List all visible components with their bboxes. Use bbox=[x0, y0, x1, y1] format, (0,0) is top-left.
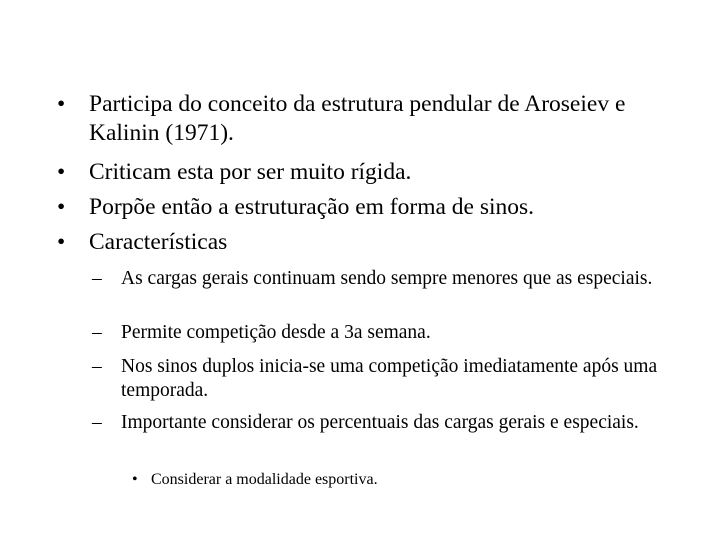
sub-sub-bullet-item bbox=[132, 470, 652, 490]
sub-sub-bullet-text: Considerar a modalidade esportiva. bbox=[151, 471, 378, 488]
bullet-item bbox=[57, 90, 667, 148]
bullet-text: Porpõe então a estruturação em forma de sinos. bbox=[89, 194, 535, 220]
bullet-text: Características bbox=[89, 229, 228, 255]
dash-marker: – bbox=[92, 356, 102, 377]
sub-bullet-text: Nos sinos duplos inicia-se uma competição imediatamente após uma temporada. bbox=[121, 356, 658, 401]
sub-bullet-text: Importante considerar os percentuais das cargas gerais e especiais. bbox=[121, 412, 639, 433]
sub-bullet-item bbox=[92, 321, 672, 345]
sub-bullet-item bbox=[92, 267, 672, 291]
bullet-text: Criticam esta por ser muito rígida. bbox=[89, 159, 412, 185]
bullet-marker: • bbox=[57, 229, 66, 255]
dash-marker: – bbox=[92, 268, 102, 289]
sub-bullet-text: As cargas gerais continuam sendo sempre menores que as especiais. bbox=[121, 268, 653, 289]
bullet-marker: • bbox=[57, 194, 66, 220]
bullet-marker: • bbox=[57, 159, 66, 185]
sub-bullet-item bbox=[92, 355, 672, 402]
bullet-item bbox=[57, 193, 667, 222]
dash-marker: – bbox=[92, 322, 102, 343]
sub-bullet-item bbox=[92, 411, 672, 435]
bullet-text: Participa do conceito da estrutura pendular de Aroseiev e Kalinin (1971). bbox=[89, 91, 626, 146]
bullet-item bbox=[57, 158, 667, 187]
bullet-item bbox=[57, 228, 667, 257]
bullet-marker: • bbox=[57, 91, 66, 117]
dash-marker: – bbox=[92, 412, 102, 433]
bullet-marker: • bbox=[132, 471, 138, 488]
sub-bullet-text: Permite competição desde a 3a semana. bbox=[121, 322, 431, 343]
